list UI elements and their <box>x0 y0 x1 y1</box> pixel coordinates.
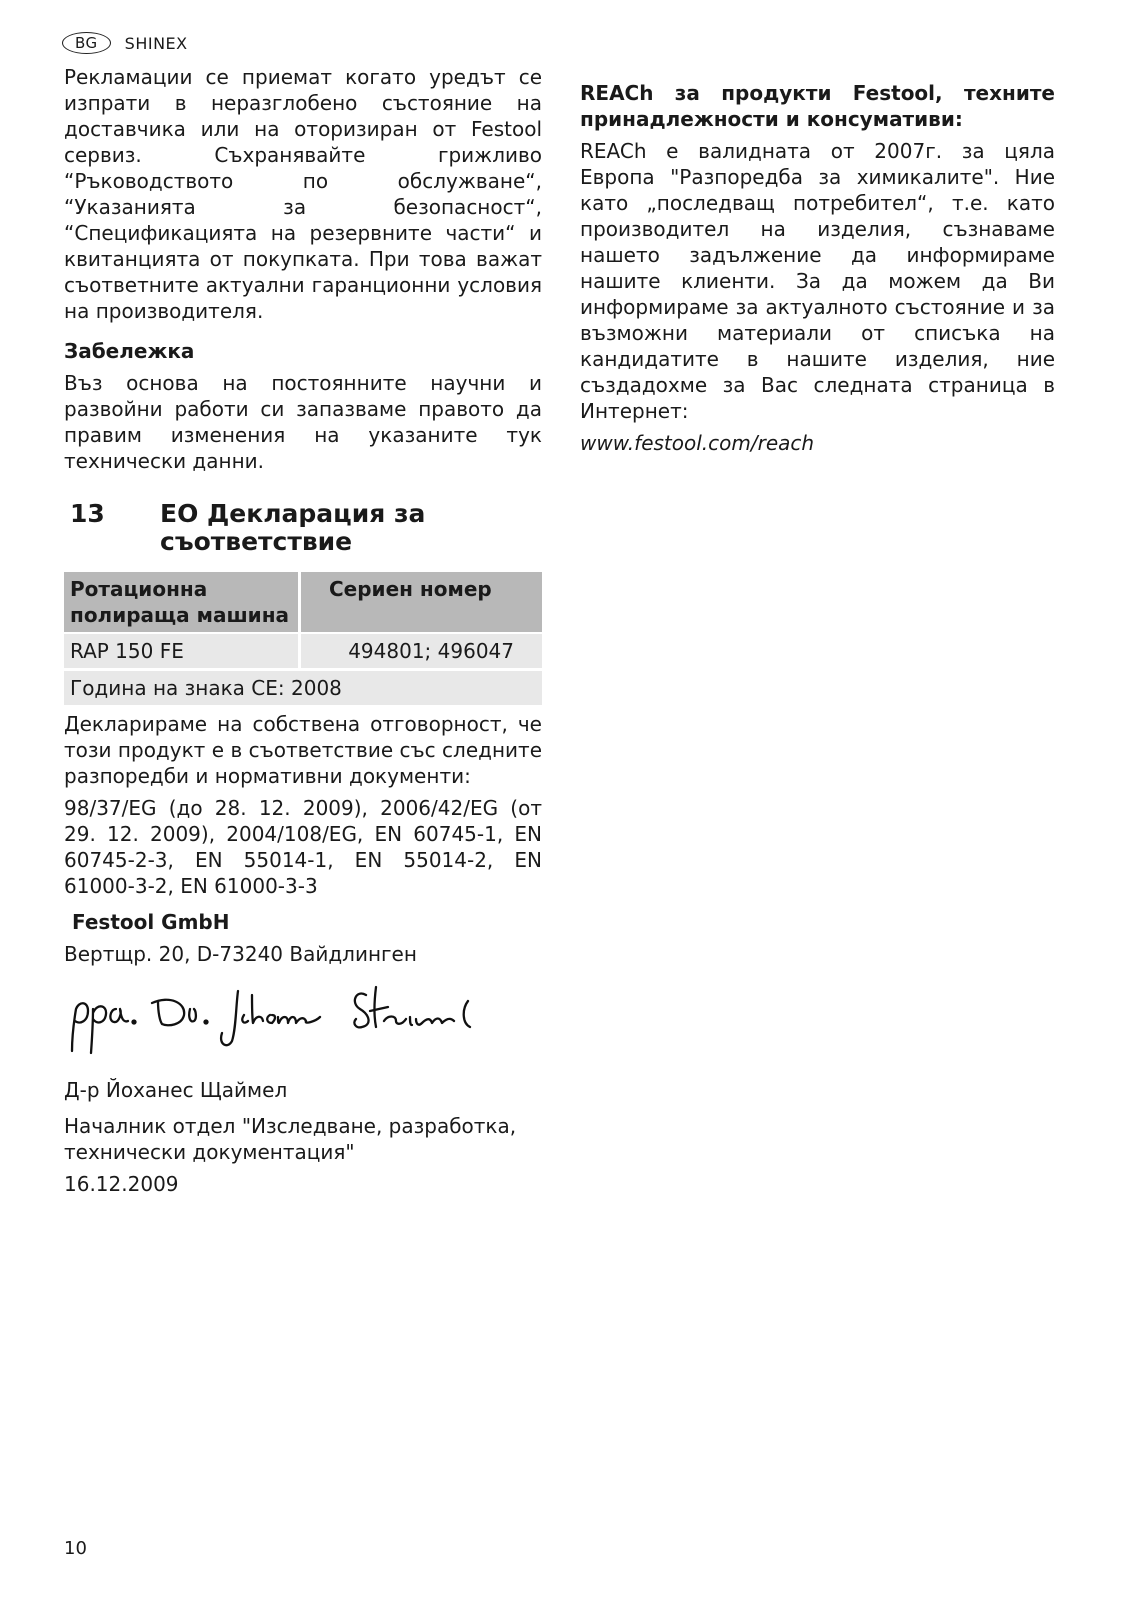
table-cell-ce-year: Година на знака СЕ: 2008 <box>64 668 542 705</box>
reach-link[interactable]: www.festool.com/reach <box>580 431 815 455</box>
table-cell-serial: 494801; 496047 <box>301 632 542 668</box>
table-row <box>64 632 542 668</box>
language-badge: BG <box>62 32 111 54</box>
table-cell-model: RAP 150 FE <box>64 632 301 668</box>
company-name: Festool GmbH <box>72 910 230 934</box>
signature-icon <box>66 981 536 1063</box>
section-title: ЕО Декларация за съответствие <box>160 499 426 556</box>
note-text: Въз основа на постоянните научни и развойни работи си запазваме правото да правим изменения на указаните тук технически данни. <box>64 371 542 473</box>
signer-position: Началник отдел "Изследване, разработка, технически документация" <box>64 1114 517 1164</box>
page-number: 10 <box>64 1538 87 1559</box>
reach-heading: REACh за продукти Festool, техните принадлежности и консумативи: <box>580 81 1055 131</box>
left-column <box>64 64 542 1197</box>
claims-paragraph: Рекламации се приемат когато уредът се изпрати в неразглобено състояние на доставчика или на оторизиран от Festool сервиз. Съхранявайте грижливо “Ръководството по обслужване“, “Указанията за безопасност“, “Спецификацията на резервните части“ и квитанцията от покупката. При това важат съответните актуални гаранционни условия на производителя. <box>64 65 542 323</box>
table-header-product: Ротационна полираща машина <box>64 572 301 632</box>
declaration-text: Декларираме на собствена отговорност, че този продукт е в съответствие със следните разпоредби и нормативни документи: <box>64 712 542 788</box>
brand-name: SHINEX <box>124 33 188 53</box>
reach-text: REACh е валидната от 2007г. за цяла Европа "Разпоредба за химикалите". Ние като „последващ потребител“, т.е. като производител на изделия, съзнаваме нашето задължение да информираме нашите клиенти. За да можем да Ви информираме за актуалното състояние и за възможни материали от списъка на кандидатите в нашите изделия, ние създадохме за Вас следната страница в Интернет: <box>580 139 1055 423</box>
section-number: 13 <box>70 499 105 528</box>
company-address: Вертщр. 20, D-73240 Вайдлинген <box>64 942 417 966</box>
table-header-row <box>64 572 542 632</box>
handwritten-signature <box>66 981 542 1067</box>
note-heading: Забележка <box>64 339 195 363</box>
table-header-serial: Сериен номер <box>301 572 542 632</box>
signature-date: 16.12.2009 <box>64 1172 179 1196</box>
signer-name: Д-р Йоханес Щаймел <box>64 1078 288 1102</box>
declaration-table <box>64 572 542 705</box>
directives-list: 98/37/EG (до 28. 12. 2009), 2006/42/EG (от 29. 12. 2009), 2004/108/EG, EN 60745-1, EN 60745-2-3, EN 55014-1, EN 55014-2, EN 61000-3-2, EN 61000-3-3 <box>64 796 542 898</box>
table-row <box>64 668 542 705</box>
page-header <box>62 31 188 55</box>
right-column <box>580 80 1055 456</box>
section-heading <box>64 500 542 556</box>
